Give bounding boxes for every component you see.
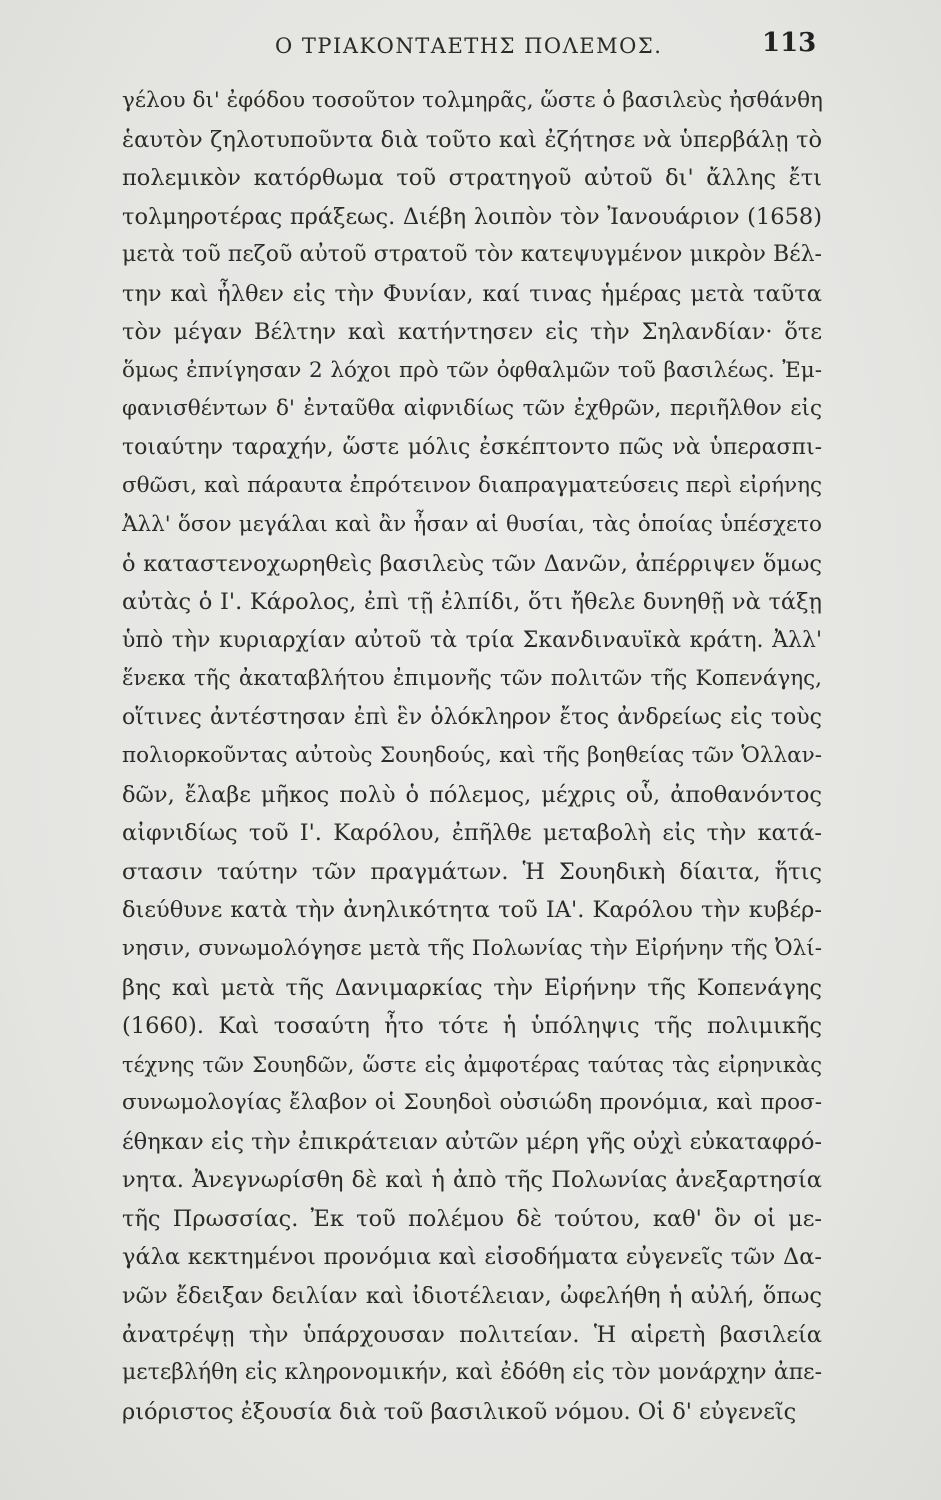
text-line: τολμηροτέρας πράξεως. Διέβη λοιπὸν τὸν Ἰανουάριον (1658) [122,203,822,230]
text-line: τοιαύτην ταραχήν, ὥστε μόλις ἐσκέπτοντο πῶς νὰ ὑπερασπι- [122,434,822,460]
text-line: αἰφνιδίως τοῦ Ι'. Καρόλου, ἐπῆλθε μεταβολὴ εἰς τὴν κατά- [122,820,822,847]
text-line: τὸν μέγαν Βέλτην καὶ κατήντησεν εἰς τὴν Σηλανδίαν· ὅτε [122,319,822,346]
text-line: έθηκαν εἰς τὴν ἐπικράτειαν αὐτῶν μέρη γῆς οὐχὶ εὐκαταφρό- [122,1128,822,1155]
text-line: νητα. Ἀνεγνωρίσθη δὲ καὶ ἡ ἀπὸ τῆς Πολωνίας ἀνεξαρτησία [122,1167,822,1194]
page-number: 113 [762,28,817,58]
text-line: ριόριστος ἐξουσία διὰ τοῦ βασιλικοῦ νόμου. Οἱ δ' εὐγενεῖς [122,1398,797,1425]
text-line: ἀνατρέψῃ τὴν ὑπάρχουσαν πολιτείαν. Ἡ αἱρετὴ βασιλεία [122,1321,822,1348]
text-line: αὐτὰς ὁ Ι'. Κάρολος, ἐπὶ τῇ ἐλπίδι, ὅτι ἤθελε δυνηθῇ νὰ τάξῃ [122,589,822,616]
text-line: Ἀλλ' ὅσον μεγάλαι καὶ ἂν ἦσαν αἱ θυσίαι, τὰς ὁποίας ὑπέσχετο [122,512,822,538]
text-line: νησιν, συνωμολόγησε μετὰ τῆς Πολωνίας τὴν Εἰρήνην τῆς Ὀλί- [122,936,822,962]
text-line: γέλου δι' ἐφόδου τοσοῦτον τολμηρᾶς, ὥστε ὁ βασιλεὺς ἠσθάνθη [122,88,823,113]
text-line: βης καὶ μετὰ τῆς Δανιμαρκίας τὴν Εἰρήνην τῆς Κοπενάγης [122,974,822,1001]
text-line: τέχνης τῶν Σουηδῶν, ὥστε εἰς ἀμφοτέρας ταύτας τὰς εἰρηνικὰς [122,1052,822,1077]
text-line: πολιορκοῦντας αὐτοὺς Σουηδούς, καὶ τῆς βοηθείας τῶν Ὁλλαν- [122,743,822,769]
body-text [122,82,822,1431]
text-line: ἕνεκα τῆς ἀκαταβλήτου ἐπιμονῆς τῶν πολιτῶν τῆς Κοπενάγης, [122,666,822,692]
text-line: ἑαυτὸν ζηλοτυποῦντα διὰ τοῦτο καὶ ἐζήτησε νὰ ὑπερβάλῃ τὸ [122,126,822,153]
text-line: συνωμολογίας ἔλαβον οἱ Σουηδοὶ οὐσιώδη προνόμια, καὶ προσ- [122,1090,822,1116]
text-line: φανισθέντων δ' ἐνταῦθα αἰφνιδίως τῶν ἐχθρῶν, περιῆλθον εἰς [122,396,822,422]
text-line: (1660). Καὶ τοσαύτη ἦτο τότε ἡ ὑπόληψις τῆς πολιμικῆς [122,1013,822,1040]
text-line: διεύθυνε κατὰ τὴν ἀνηλικότητα τοῦ ΙΑ'. Καρόλου τὴν κυβέρ- [122,897,822,924]
text-line: πολεμικὸν κατόρθωμα τοῦ στρατηγοῦ αὐτοῦ δι' ἄλλης ἔτι [122,165,822,192]
text-line: ὑπὸ τὴν κυριαρχίαν αὐτοῦ τὰ τρία Σκανδιναυϊκὰ κράτη. Ἀλλ' [122,627,822,653]
text-line: την καὶ ἦλθεν εἰς τὴν Φυνίαν, καί τινας ἡμέρας μετὰ ταῦτα [122,280,822,307]
text-line: τῆς Πρωσσίας. Ἐκ τοῦ πολέμου δὲ τούτου, καθ' ὃν οἱ με- [122,1205,822,1232]
text-line: ὁ καταστενοχωρηθεὶς βασιλεὺς τῶν Δανῶν, ἀπέρριψεν ὅμως [122,550,822,577]
text-line: μετεβλήθη εἰς κληρονομικήν, καὶ ἐδόθη εἰς τὸν μονάρχην ἀπε- [122,1360,822,1386]
text-line: ὅμως ἐπνίγησαν 2 λόχοι πρὸ τῶν ὀφθαλμῶν τοῦ βασιλέως. Ἐμ- [122,357,822,383]
text-line: σθῶσι, καὶ πάραυτα ἐπρότεινον διαπραγματεύσεις περὶ εἰρήνης [122,473,822,499]
running-title: Ο ΤΡΙΑΚΟΝΤΑΕΤΗΣ ΠΟΛΕΜΟΣ. [275,34,663,58]
text-line: στασιν ταύτην τῶν πραγμάτων. Ἡ Σουηδικὴ δίαιτα, ἥτις [122,858,822,885]
text-line: μετὰ τοῦ πεζοῦ αὐτοῦ στρατοῦ τὸν κατεψυγμένον μικρὸν Βέλ- [122,242,822,268]
text-line: νῶν ἔδειξαν δειλίαν καὶ ἰδιοτέλειαν, ὠφελήθη ἡ αὐλή, ὅπως [122,1282,822,1309]
running-header [0,28,941,68]
text-line: δῶν, ἔλαβε μῆκος πολὺ ὁ πόλεμος, μέχρις οὗ, ἀποθανόντος [122,781,822,808]
text-line: οἵτινες ἀντέστησαν ἐπὶ ἓν ὁλόκληρον ἔτος ἀνδρείως εἰς τοὺς [122,704,822,730]
text-line: γάλα κεκτημένοι προνόμια καὶ εἰσοδήματα εὐγενεῖς τῶν Δα- [122,1244,822,1271]
